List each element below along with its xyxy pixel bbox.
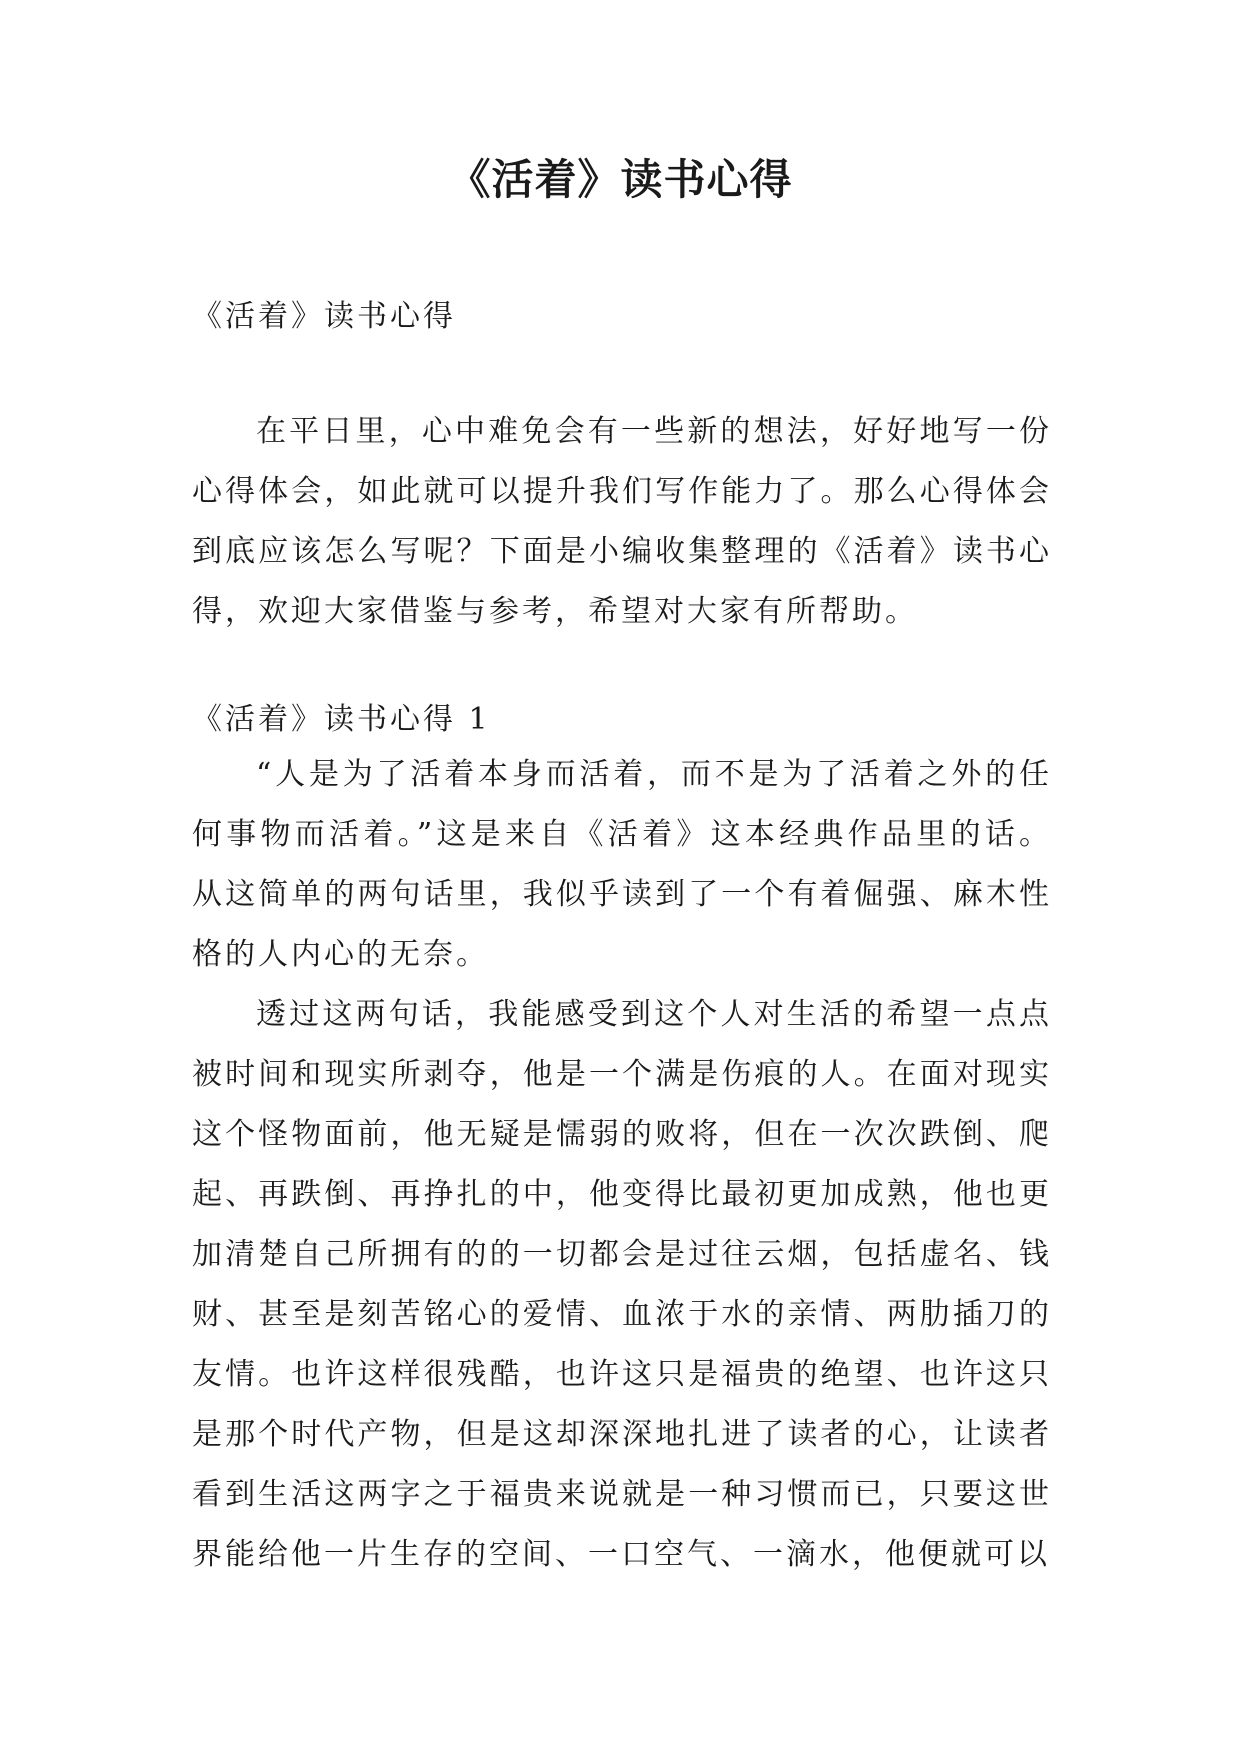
document-subtitle: 《活着》读书心得 [192, 299, 456, 334]
body-paragraph: 透过这两句话，我能感受到这个人对生活的希望一点点被时间和现实所剥夺，他是一个满是伤痕的人。在面对现实这个怪物面前，他无疑是懦弱的败将，但在一次次跌倒、爬起、再跌倒、再挣扎的中，他变得比最初更加成熟，他也更加清楚自己所拥有的的一切都会是过往云烟，包括虚名、钱财、甚至是刻苦铭心的爱情、血浓于水的亲情、两肋插刀的友情。也许这样很残酷，也许这只是福贵的绝望、也许这只是那个时代产物，但是这却深深地扎进了读者的心，让读者看到生活这两字之于福贵来说就是一种习惯而已，只要这世界能给他一片生存的空间、一口空气、一滴水，他便就可以 [192, 997, 1052, 1572]
intro-paragraph: 在平日里，心中难免会有一些新的想法，好好地写一份心得体会，如此就可以提升我们写作能力了。那么心得体会到底应该怎么写呢？下面是小编收集整理的《活着》读书心得，欢迎大家借鉴与参考，希望对大家有所帮助。 [192, 414, 1052, 629]
body-paragraph: “人是为了活着本身而活着，而不是为了活着之外的任何事物而活着。”这是来自《活着》这本经典作品里的话。从这简单的两句话里，我似乎读到了一个有着倔强、麻木性格的人内心的无奈。 [192, 757, 1052, 972]
section-heading: 《活着》读书心得 1 [192, 702, 491, 737]
document-title: 《活着》读书心得 [448, 155, 793, 204]
